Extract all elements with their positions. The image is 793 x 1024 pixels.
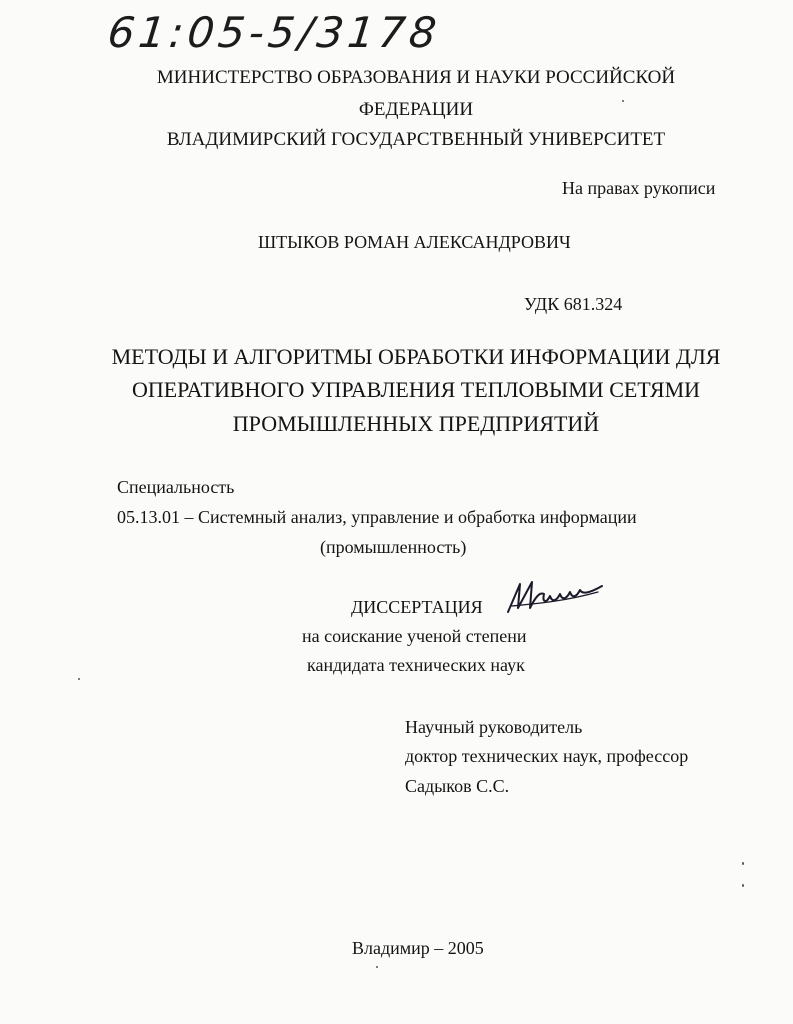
scan-speck: [78, 678, 80, 680]
author-signature: [502, 578, 606, 618]
supervisor-name: Садыков С.С.: [405, 776, 510, 796]
scan-speck: [742, 884, 744, 887]
specialty-code: 05.13.01 – Системный анализ, управление и обработка информации: [117, 507, 637, 527]
title-line-1: МЕТОДЫ И АЛГОРИТМЫ ОБРАБОТКИ ИНФОРМАЦИИ ДЛЯ: [111, 344, 721, 369]
ministry-line-2: ФЕДЕРАЦИИ: [358, 99, 474, 120]
supervisor-label: Научный руководитель: [405, 717, 583, 737]
degree-line-1: на соискание ученой степени: [302, 626, 527, 646]
dissertation-heading: ДИССЕРТАЦИЯ: [351, 597, 483, 617]
specialty-branch: (промышленность): [320, 537, 467, 557]
handwritten-catalog-number: 61:05-5/3178: [105, 8, 443, 57]
specialty-label: Специальность: [117, 477, 235, 497]
university-name: ВЛАДИМИРСКИЙ ГОСУДАРСТВЕННЫЙ УНИВЕРСИТЕТ: [166, 129, 666, 150]
title-line-2: ОПЕРАТИВНОГО УПРАВЛЕНИЯ ТЕПЛОВЫМИ СЕТЯМИ: [131, 377, 701, 402]
scan-speck: [376, 966, 378, 968]
udc-code: УДК 681.324: [524, 294, 623, 314]
supervisor-degree: доктор технических наук, профессор: [405, 746, 689, 766]
author-name: ШТЫКОВ РОМАН АЛЕКСАНДРОВИЧ: [258, 232, 571, 252]
manuscript-rights: На правах рукописи: [562, 178, 716, 198]
title-line-3: ПРОМЫШЛЕННЫХ ПРЕДПРИЯТИЙ: [232, 411, 600, 436]
degree-line-2: кандидата технических наук: [307, 655, 525, 675]
ministry-line-1: МИНИСТЕРСТВО ОБРАЗОВАНИЯ И НАУКИ РОССИЙСКОЙ: [156, 67, 676, 88]
scan-speck: [622, 100, 624, 102]
scan-speck: [742, 862, 744, 865]
place-and-year: Владимир – 2005: [352, 938, 484, 958]
